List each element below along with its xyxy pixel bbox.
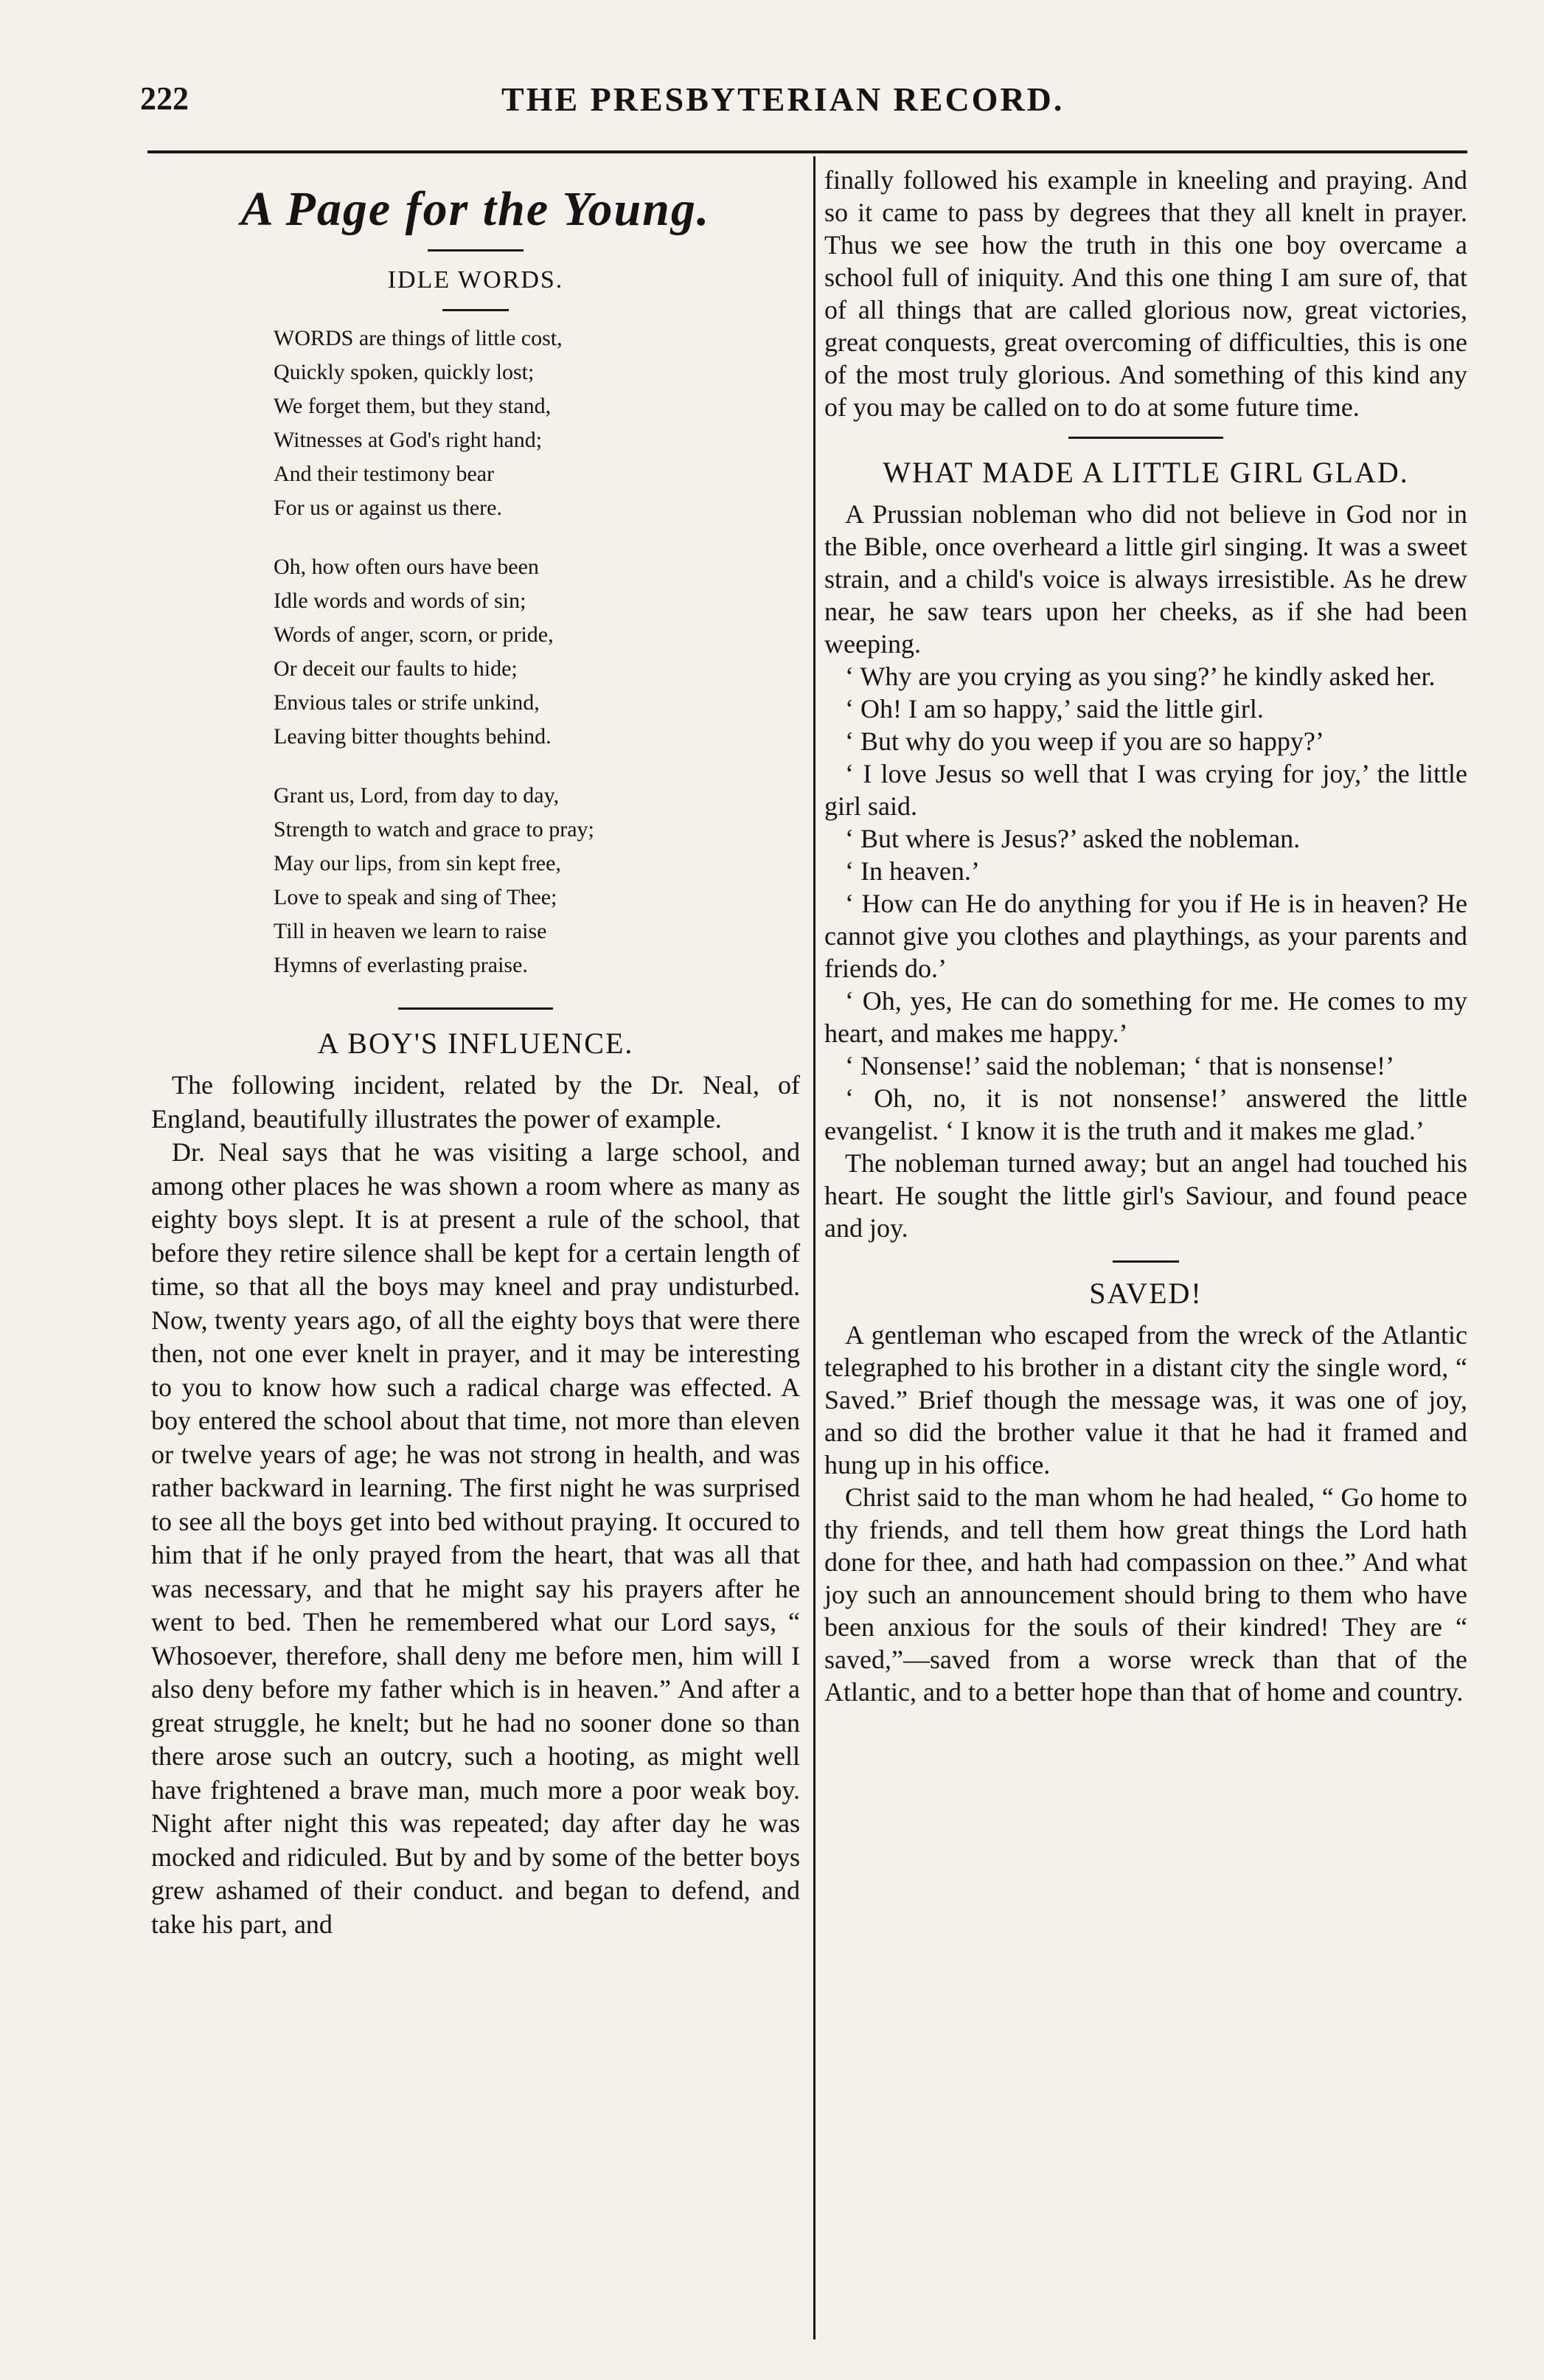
paragraph: ‘ I love Jesus so well that I was crying for joy,’ the little girl said. [824, 759, 1467, 821]
continuation-body [824, 164, 1467, 423]
poem-line: Idle words and words of sin; [274, 589, 526, 613]
paragraph: ‘ Oh, no, it is not nonsense!’ answered the little evangelist. ‘ I know it is the truth and it makes me glad.’ [824, 1083, 1467, 1145]
paragraph: The nobleman turned away; but an angel had touched his heart. He sought the little girl's Saviour, and found peace and joy. [824, 1148, 1467, 1243]
saved-heading: SAVED! [1089, 1277, 1203, 1310]
poem-line: Love to speak and sing of Thee; [274, 885, 557, 909]
page-header [140, 80, 1467, 139]
little-girl-heading: WHAT MADE A LITTLE GIRL GLAD. [883, 456, 1409, 489]
poem-line: For us or against us there. [274, 496, 502, 520]
poem-stanza-3 [274, 779, 800, 982]
paragraph: ‘ In heaven.’ [845, 856, 980, 886]
title-rule [428, 249, 524, 251]
paragraph: Dr. Neal says that he was visiting a large school, and among other places he was shown a room where as many as eighty boys slept. It is at present a rule of the school, that before they retire silence shall be kept for a certain length of time, so that all the boys may kneel and pray undisturbed. Now, twenty years ago, of all the eighty boys that were there then, not one ever knelt in prayer, and it may be interesting to you to know how such a radical charge was effected. A boy entered the school about that time, not more than eleven or twelve years of age; he was not strong in health, and was rather backward in learning. The first night he was surprised to see all the boys get into bed without praying. It occured to him that if he only prayed from the heart, that was all that was necessary, and that he might say his prayers after he went to bed. Then he remembered what our Lord says, “ Whosoever, therefore, shall deny me before men, him will I also deny before my father which is in heaven.” And after a great struggle, he knelt; but he had no sooner done so than there arose such an outcry, such a hooting, as might well have frightened a brave man, much more a poor weak boy. Night after night this was repeated; day after day he was mocked and ridiculed. But by and by some of the better boys grew ashamed of their conduct. and began to defend, and take his part, and [151, 1137, 800, 1939]
section-rule [1113, 1260, 1179, 1263]
section-rule [398, 1007, 553, 1010]
poem-line: Grant us, Lord, from day to day, [274, 783, 560, 808]
paragraph: finally followed his example in kneeling and praying. And so it came to pass by degrees that they all knelt in prayer. Thus we see how the truth in this one boy overcame a school full of iniquity. And this one thing I am sure of, that of all things that are called glorious now, great victories, great conquests, great overcoming of difficulties, this is one of the most truly glorious. And something of this kind any of you may be called on to do at some future time. [824, 165, 1467, 422]
column-divider [813, 156, 816, 2339]
poem-line: We forget them, but they stand, [274, 394, 552, 418]
poem-line: May our lips, from sin kept free, [274, 851, 561, 875]
paragraph: ‘ How can He do anything for you if He is in heaven? He cannot give you clothes and playthings, as your parents and friends do.’ [824, 889, 1467, 983]
poem-line: Or deceit our faults to hide; [274, 656, 518, 681]
paragraph: ‘ But why do you weep if you are so happy?’ [845, 726, 1324, 756]
poem-line: Strength to watch and grace to pray; [274, 817, 594, 842]
boys-influence-heading: A BOY'S INFLUENCE. [317, 1027, 634, 1060]
paragraph: ‘ Nonsense!’ said the nobleman; ‘ that is nonsense!’ [845, 1051, 1395, 1080]
poem-line: Oh, how often ours have been [274, 555, 539, 579]
page-number: 222 [140, 80, 189, 117]
poem-line: Envious tales or strife unkind, [274, 690, 540, 715]
poem-title-rule [442, 309, 509, 311]
little-girl-body [824, 498, 1467, 1244]
header-rule [147, 150, 1467, 153]
paragraph: Christ said to the man whom he had healed, “ Go home to thy friends, and tell them how great things the Lord hath done for thee, and hath had compassion on thee.” And what joy such an announcement should bring to them who have been anxious for the souls of their kindred! They are “ saved,”—saved from a worse wreck than that of the Atlantic, and to a better hope than that of home and country. [824, 1482, 1467, 1707]
section-rule [1068, 437, 1223, 439]
running-head: THE PRESBYTERIAN RECORD. [501, 80, 1065, 118]
poem-stanza-2 [274, 550, 800, 754]
paragraph: A Prussian nobleman who did not believe in God nor in the Bible, once overheard a little girl singing. It was a sweet strain, and a child's voice is always irresistible. As he drew near, he saw tears upon her cheeks, as if she had been weeping. [824, 499, 1467, 659]
poem-line: WORDS are things of little cost, [274, 326, 563, 350]
paragraph: The following incident, related by the Dr. Neal, of England, beautifully illustrates the power of example. [151, 1070, 800, 1134]
paragraph: ‘ Oh! I am so happy,’ said the little girl. [845, 694, 1264, 724]
paragraph: ‘ Oh, yes, He can do something for me. He comes to my heart, and makes me happy.’ [824, 986, 1467, 1048]
poem-stanza-1 [274, 322, 800, 525]
poem-line: Witnesses at God's right hand; [274, 428, 543, 452]
right-column [824, 164, 1467, 1708]
poem-line: And their testimony bear [274, 462, 495, 486]
page-title: A Page for the Young. [240, 182, 711, 236]
left-column [151, 164, 800, 1941]
paragraph: A gentleman who escaped from the wreck of the Atlantic telegraphed to his brother in a distant city the single word, “ Saved.” Brief though the message was, it was one of joy, and so did the brother value it that he had it framed and hung up in his office. [824, 1320, 1467, 1479]
boys-influence-body [151, 1069, 800, 1941]
poem-line: Till in heaven we learn to raise [274, 919, 547, 943]
poem-line: Words of anger, scorn, or pride, [274, 622, 554, 647]
poem-line: Leaving bitter thoughts behind. [274, 724, 552, 749]
saved-body [824, 1319, 1467, 1708]
poem-line: Quickly spoken, quickly lost; [274, 360, 535, 384]
paragraph: ‘ But where is Jesus?’ asked the nobleman. [845, 824, 1301, 853]
poem-title: IDLE WORDS. [387, 266, 564, 294]
poem-line: Hymns of everlasting praise. [274, 953, 528, 977]
paragraph: ‘ Why are you crying as you sing?’ he kindly asked her. [845, 662, 1436, 691]
